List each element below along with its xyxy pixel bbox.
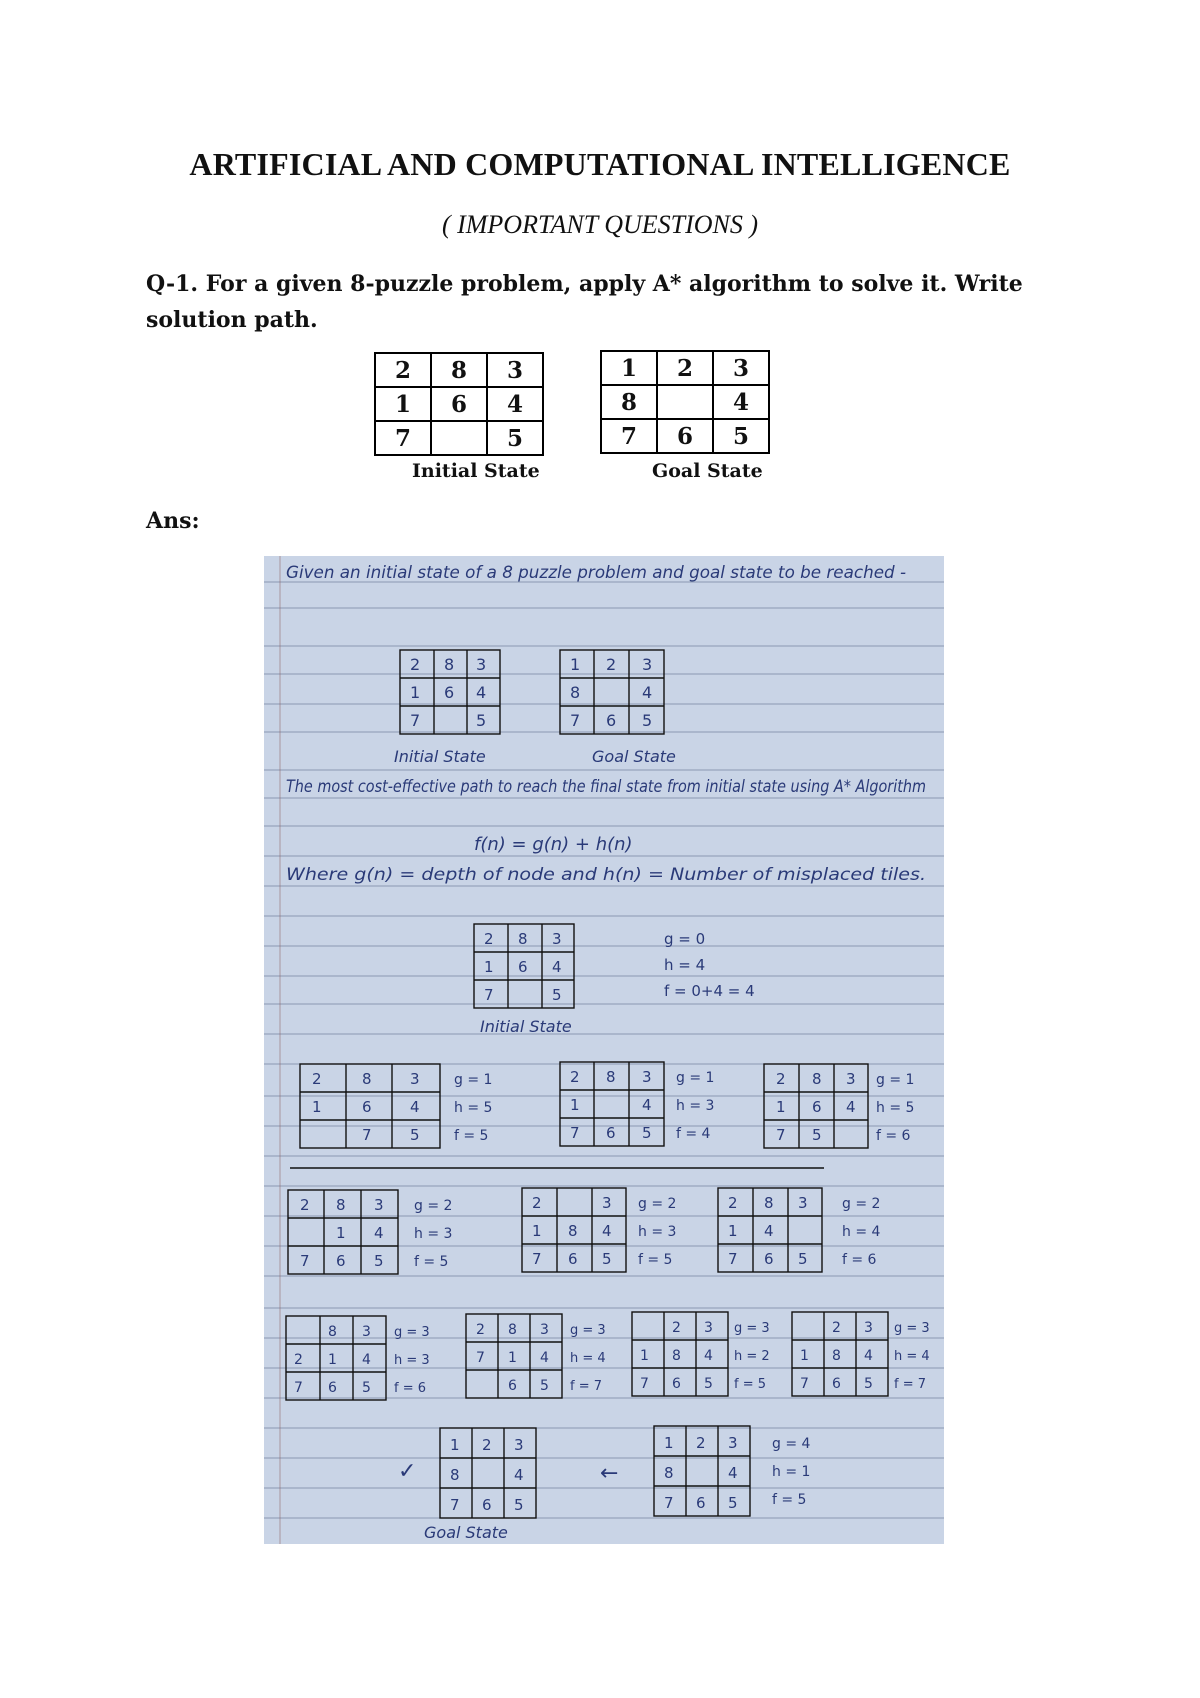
svg-text:8: 8 bbox=[672, 1348, 681, 1364]
svg-text:4: 4 bbox=[540, 1350, 549, 1366]
svg-text:3: 3 bbox=[704, 1320, 713, 1336]
checkmark-icon: ✓ bbox=[398, 1459, 417, 1484]
svg-text:7: 7 bbox=[476, 1350, 485, 1366]
svg-text:5: 5 bbox=[514, 1496, 524, 1514]
puzzle-cell: 3 bbox=[487, 353, 543, 387]
l3c-g: g = 3 bbox=[734, 1321, 770, 1336]
note-goal-cells bbox=[570, 655, 652, 730]
svg-text:2: 2 bbox=[728, 1194, 738, 1212]
puzzle-cell: 1 bbox=[375, 387, 431, 421]
puzzle-cell: 8 bbox=[431, 353, 487, 387]
note-initial-label: Initial State bbox=[394, 747, 486, 766]
note-sentence: The most cost-effective path to reach the final state from initial state using A* Algorithm bbox=[286, 777, 926, 797]
l1a-h: h = 5 bbox=[454, 1100, 493, 1116]
svg-text:1: 1 bbox=[640, 1348, 649, 1364]
puzzle-cell bbox=[657, 385, 713, 419]
svg-text:1: 1 bbox=[664, 1434, 674, 1452]
svg-text:5: 5 bbox=[642, 711, 653, 730]
l3b-g: g = 3 bbox=[570, 1323, 606, 1338]
puzzle-cell: 5 bbox=[713, 419, 769, 453]
svg-text:4: 4 bbox=[362, 1352, 371, 1368]
svg-text:3: 3 bbox=[846, 1070, 856, 1088]
l3a-g: g = 3 bbox=[394, 1325, 430, 1340]
svg-text:4: 4 bbox=[764, 1222, 774, 1240]
l1c-g: g = 1 bbox=[876, 1072, 915, 1088]
svg-text:6: 6 bbox=[764, 1250, 774, 1268]
svg-text:8: 8 bbox=[664, 1464, 674, 1482]
svg-text:1: 1 bbox=[800, 1348, 809, 1364]
svg-text:8: 8 bbox=[508, 1322, 517, 1338]
svg-text:7: 7 bbox=[570, 711, 581, 730]
puzzle-cell: 8 bbox=[601, 385, 657, 419]
tree-level2-values bbox=[414, 1196, 881, 1270]
tree-root-h: h = 4 bbox=[664, 956, 706, 974]
l3d-f: f = 7 bbox=[894, 1377, 927, 1392]
svg-text:2: 2 bbox=[696, 1434, 706, 1452]
svg-text:5: 5 bbox=[476, 711, 487, 730]
svg-text:1: 1 bbox=[508, 1350, 517, 1366]
puzzle-cell: 7 bbox=[375, 421, 431, 455]
l3c-f: f = 5 bbox=[734, 1377, 767, 1392]
svg-text:6: 6 bbox=[336, 1252, 346, 1270]
puzzle-cell: 4 bbox=[713, 385, 769, 419]
l2b-f: f = 5 bbox=[638, 1252, 673, 1268]
l3d-h: h = 4 bbox=[894, 1349, 930, 1364]
svg-text:2: 2 bbox=[482, 1436, 492, 1454]
svg-text:7: 7 bbox=[532, 1250, 542, 1268]
svg-text:5: 5 bbox=[798, 1250, 808, 1268]
svg-text:3: 3 bbox=[642, 655, 653, 674]
svg-text:4: 4 bbox=[864, 1348, 873, 1364]
l1c-h: h = 5 bbox=[876, 1100, 915, 1116]
svg-text:4: 4 bbox=[846, 1098, 856, 1116]
svg-text:2: 2 bbox=[672, 1320, 681, 1336]
svg-text:2: 2 bbox=[476, 1322, 485, 1338]
svg-text:2: 2 bbox=[570, 1068, 580, 1086]
svg-text:1: 1 bbox=[570, 1096, 580, 1114]
svg-text:6: 6 bbox=[832, 1376, 841, 1392]
svg-text:6: 6 bbox=[444, 683, 455, 702]
svg-text:5: 5 bbox=[728, 1494, 738, 1512]
ruled-lines bbox=[264, 582, 944, 1518]
svg-text:4: 4 bbox=[602, 1222, 612, 1240]
svg-text:6: 6 bbox=[518, 958, 528, 976]
svg-text:7: 7 bbox=[640, 1376, 649, 1392]
svg-text:6: 6 bbox=[606, 1124, 616, 1142]
svg-text:3: 3 bbox=[476, 655, 487, 674]
l4-f: f = 5 bbox=[772, 1492, 807, 1508]
l3b-h: h = 4 bbox=[570, 1351, 606, 1366]
note-formula: f(n) = g(n) + h(n) bbox=[474, 834, 633, 855]
puzzle-cell: 6 bbox=[431, 387, 487, 421]
svg-text:1: 1 bbox=[532, 1222, 542, 1240]
svg-text:7: 7 bbox=[800, 1376, 809, 1392]
svg-text:4: 4 bbox=[728, 1464, 738, 1482]
svg-text:7: 7 bbox=[294, 1380, 303, 1396]
svg-text:7: 7 bbox=[728, 1250, 738, 1268]
initial-state-grid bbox=[374, 352, 544, 456]
svg-text:5: 5 bbox=[374, 1252, 384, 1270]
left-arrow-icon: ← bbox=[600, 1461, 619, 1486]
svg-text:8: 8 bbox=[450, 1466, 460, 1484]
puzzle-cell: 3 bbox=[713, 351, 769, 385]
svg-text:5: 5 bbox=[864, 1376, 873, 1392]
svg-text:7: 7 bbox=[450, 1496, 460, 1514]
svg-text:7: 7 bbox=[410, 711, 421, 730]
svg-text:5: 5 bbox=[362, 1380, 371, 1396]
svg-text:3: 3 bbox=[864, 1320, 873, 1336]
svg-text:8: 8 bbox=[764, 1194, 774, 1212]
tree-root-cells bbox=[484, 930, 562, 1004]
svg-text:7: 7 bbox=[776, 1126, 786, 1144]
svg-text:1: 1 bbox=[336, 1224, 346, 1242]
puzzle-cell: 2 bbox=[375, 353, 431, 387]
svg-text:2: 2 bbox=[410, 655, 421, 674]
l2a-f: f = 5 bbox=[414, 1254, 449, 1270]
svg-text:3: 3 bbox=[514, 1436, 524, 1454]
notebook-page-drawing bbox=[264, 556, 944, 1544]
l1b-h: h = 3 bbox=[676, 1098, 715, 1114]
svg-text:6: 6 bbox=[606, 711, 617, 730]
svg-text:2: 2 bbox=[606, 655, 617, 674]
svg-text:6: 6 bbox=[568, 1250, 578, 1268]
l1b-g: g = 1 bbox=[676, 1070, 715, 1086]
svg-text:4: 4 bbox=[410, 1098, 420, 1116]
svg-text:3: 3 bbox=[602, 1194, 612, 1212]
l3d-g: g = 3 bbox=[894, 1321, 930, 1336]
svg-text:3: 3 bbox=[374, 1196, 384, 1214]
svg-text:2: 2 bbox=[776, 1070, 786, 1088]
svg-text:3: 3 bbox=[728, 1434, 738, 1452]
l3b-f: f = 7 bbox=[570, 1379, 603, 1394]
l1a-g: g = 1 bbox=[454, 1072, 493, 1088]
l2b-h: h = 3 bbox=[638, 1224, 677, 1240]
svg-text:8: 8 bbox=[570, 683, 581, 702]
svg-text:1: 1 bbox=[570, 655, 581, 674]
l2a-h: h = 3 bbox=[414, 1226, 453, 1242]
svg-text:3: 3 bbox=[540, 1322, 549, 1338]
l2c-g: g = 2 bbox=[842, 1196, 881, 1212]
svg-text:8: 8 bbox=[832, 1348, 841, 1364]
svg-text:4: 4 bbox=[552, 958, 562, 976]
svg-text:3: 3 bbox=[362, 1324, 371, 1340]
svg-text:4: 4 bbox=[476, 683, 487, 702]
svg-text:7: 7 bbox=[570, 1124, 580, 1142]
svg-text:2: 2 bbox=[532, 1194, 542, 1212]
l1b-f: f = 4 bbox=[676, 1126, 711, 1142]
l3c-h: h = 2 bbox=[734, 1349, 770, 1364]
svg-text:3: 3 bbox=[410, 1070, 420, 1088]
l4-h: h = 1 bbox=[772, 1464, 811, 1480]
svg-text:8: 8 bbox=[812, 1070, 822, 1088]
tree-root-g: g = 0 bbox=[664, 930, 706, 948]
svg-text:8: 8 bbox=[606, 1068, 616, 1086]
puzzle-cell: 6 bbox=[657, 419, 713, 453]
svg-text:6: 6 bbox=[508, 1378, 517, 1394]
svg-text:6: 6 bbox=[696, 1494, 706, 1512]
l4-g: g = 4 bbox=[772, 1436, 811, 1452]
l3a-h: h = 3 bbox=[394, 1353, 430, 1368]
svg-text:3: 3 bbox=[798, 1194, 808, 1212]
svg-text:3: 3 bbox=[642, 1068, 652, 1086]
note-final-label: Goal State bbox=[424, 1523, 508, 1542]
svg-text:1: 1 bbox=[728, 1222, 738, 1240]
note-intro: Given an initial state of a 8 puzzle problem and goal state to be reached - bbox=[286, 563, 906, 583]
svg-text:4: 4 bbox=[642, 1096, 652, 1114]
svg-text:5: 5 bbox=[540, 1378, 549, 1394]
svg-text:5: 5 bbox=[704, 1376, 713, 1392]
svg-text:6: 6 bbox=[672, 1376, 681, 1392]
svg-text:6: 6 bbox=[362, 1098, 372, 1116]
svg-text:4: 4 bbox=[514, 1466, 524, 1484]
puzzle-cell bbox=[431, 421, 487, 455]
svg-text:5: 5 bbox=[812, 1126, 822, 1144]
svg-text:4: 4 bbox=[374, 1224, 384, 1242]
svg-text:3: 3 bbox=[552, 930, 562, 948]
l1a-f: f = 5 bbox=[454, 1128, 489, 1144]
svg-text:8: 8 bbox=[444, 655, 455, 674]
note-initial-cells bbox=[410, 655, 486, 730]
svg-text:6: 6 bbox=[812, 1098, 822, 1116]
svg-text:7: 7 bbox=[300, 1252, 310, 1270]
tree-level3-values bbox=[394, 1321, 930, 1396]
svg-text:4: 4 bbox=[704, 1348, 713, 1364]
svg-text:8: 8 bbox=[328, 1324, 337, 1340]
svg-text:5: 5 bbox=[642, 1124, 652, 1142]
note-goal-label: Goal State bbox=[592, 747, 676, 766]
svg-text:1: 1 bbox=[410, 683, 421, 702]
l2c-h: h = 4 bbox=[842, 1224, 881, 1240]
answer-label: Ans: bbox=[146, 508, 200, 534]
question-text: Q-1. For a given 8-puzzle problem, apply A* algorithm to solve it. Write solution path. bbox=[146, 271, 1023, 333]
tree-root-label: Initial State bbox=[480, 1017, 572, 1036]
tree-level4-values bbox=[772, 1436, 811, 1508]
svg-text:2: 2 bbox=[300, 1196, 310, 1214]
svg-text:1: 1 bbox=[312, 1098, 322, 1116]
puzzle-cell: 5 bbox=[487, 421, 543, 455]
l2a-g: g = 2 bbox=[414, 1198, 453, 1214]
note-where: Where g(n) = depth of node and h(n) = Number of misplaced tiles. bbox=[286, 865, 926, 885]
svg-text:7: 7 bbox=[664, 1494, 674, 1512]
l1c-f: f = 6 bbox=[876, 1128, 911, 1144]
goal-state-label: Goal State bbox=[652, 460, 763, 482]
svg-text:2: 2 bbox=[832, 1320, 841, 1336]
svg-text:1: 1 bbox=[328, 1352, 337, 1368]
tree-level2-cells bbox=[300, 1194, 808, 1270]
svg-text:1: 1 bbox=[776, 1098, 786, 1116]
svg-text:4: 4 bbox=[642, 683, 653, 702]
svg-text:1: 1 bbox=[484, 958, 494, 976]
svg-text:8: 8 bbox=[518, 930, 528, 948]
tree-root-f: f = 0+4 = 4 bbox=[664, 982, 755, 1000]
goal-state-grid bbox=[600, 350, 770, 454]
puzzle-cell: 2 bbox=[657, 351, 713, 385]
svg-text:5: 5 bbox=[410, 1126, 420, 1144]
svg-text:8: 8 bbox=[568, 1222, 578, 1240]
l2b-g: g = 2 bbox=[638, 1196, 677, 1212]
page-subtitle: ( IMPORTANT QUESTIONS ) bbox=[441, 210, 759, 239]
handwritten-notes-image bbox=[264, 556, 944, 1544]
svg-text:7: 7 bbox=[484, 986, 494, 1004]
page-title: ARTIFICIAL AND COMPUTATIONAL INTELLIGENCE bbox=[189, 146, 1011, 182]
svg-text:6: 6 bbox=[328, 1380, 337, 1396]
puzzle-cell: 4 bbox=[487, 387, 543, 421]
svg-text:6: 6 bbox=[482, 1496, 492, 1514]
tree-level1-cells bbox=[312, 1068, 856, 1144]
tree-level4-cells bbox=[450, 1434, 738, 1514]
l3a-f: f = 6 bbox=[394, 1381, 427, 1396]
svg-text:5: 5 bbox=[552, 986, 562, 1004]
svg-text:1: 1 bbox=[450, 1436, 460, 1454]
initial-state-label: Initial State bbox=[412, 460, 540, 482]
svg-text:2: 2 bbox=[294, 1352, 303, 1368]
tree-level2-grids bbox=[288, 1188, 822, 1274]
svg-text:2: 2 bbox=[484, 930, 494, 948]
svg-text:2: 2 bbox=[312, 1070, 322, 1088]
svg-text:8: 8 bbox=[336, 1196, 346, 1214]
svg-text:5: 5 bbox=[602, 1250, 612, 1268]
l2c-f: f = 6 bbox=[842, 1252, 877, 1268]
svg-text:7: 7 bbox=[362, 1126, 372, 1144]
puzzle-cell: 7 bbox=[601, 419, 657, 453]
svg-text:8: 8 bbox=[362, 1070, 372, 1088]
puzzle-cell: 1 bbox=[601, 351, 657, 385]
